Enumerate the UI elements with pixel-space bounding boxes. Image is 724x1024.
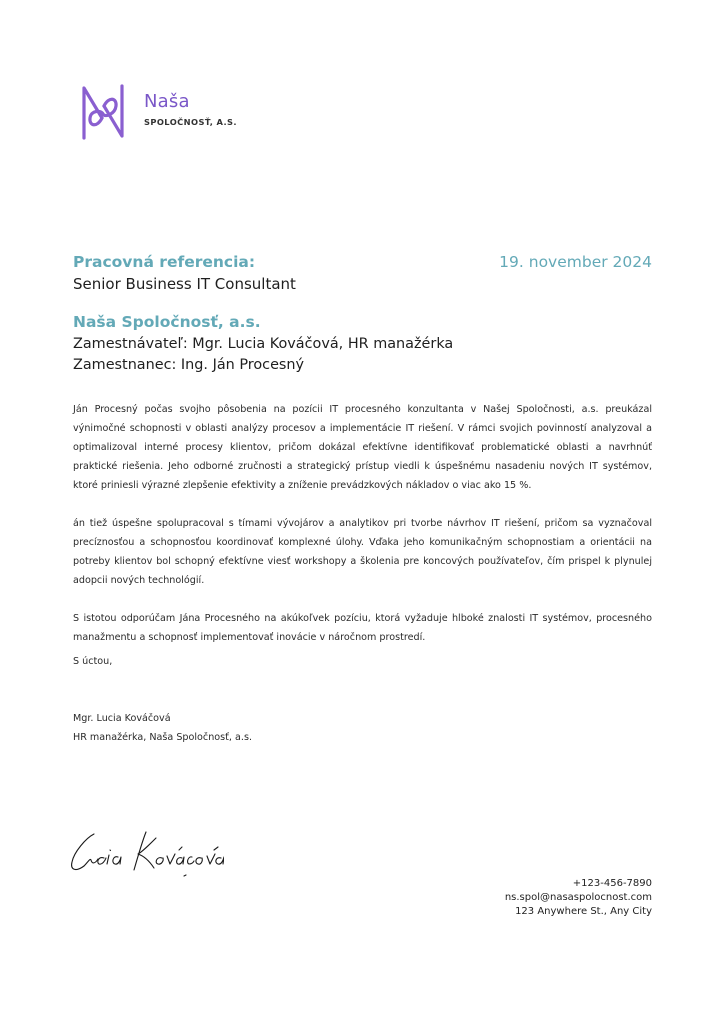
body-paragraph: án tiež úspešne spolupracoval s tímami vývojárov a analytikov pri tvorbe návrhov IT riešení, pričom sa vyznačoval precíznosťou a schopnosťou koordinovať komplexné úlohy. Vďaka jeho komunikačným schopnostiam a orientácii na potreby klientov bol schopný efektívne viesť workshopy a školenia pre koncových používateľov, čím prispel k plynulej adopcii nových technológií. — [73, 518, 652, 586]
body-paragraph: S istotou odporúčam Jána Procesného na akúkoľvek pozíciu, ktorá vyžaduje hlboké znalosti IT systémov, procesného manažmentu a schopnosť implementovať inovácie v náročnom prostredí. — [73, 613, 652, 643]
closing-greeting: S úctou, — [73, 656, 113, 667]
brand-subtitle: SPOLOČNOSŤ, A.S. — [144, 117, 237, 127]
position-title: Senior Business IT Consultant — [73, 275, 296, 293]
employee-line: Zamestnanec: Ing. Ján Procesný — [73, 357, 305, 373]
document-date: 19. november 2024 — [499, 253, 652, 271]
handwritten-signature — [64, 826, 224, 882]
company-logo-icon — [81, 84, 125, 140]
contact-info — [505, 877, 652, 919]
contact-address: 123 Anywhere St., Any City — [515, 906, 652, 917]
body-paragraph: Ján Procesný počas svojho pôsobenia na pozícii IT procesného konzultanta v Našej Spoločnosti, a.s. preukázal výnimočné schopnosti v oblasti analýzy procesov a implementácie IT riešení. V rámci svojich povinností analyzoval a optimalizoval interné procesy klientov, pričom dokázal efektívne identifikovať problematické oblasti a navrhnúť praktické riešenia. Jeho odborné zručnosti a strategický prístup viedli k úspešnému nasadeniu nových IT systémov, ktoré priniesli výrazné zlepšenie efektivity a zníženie prevádzkových nákladov o viac ako 15 %. — [73, 404, 652, 491]
signer-role: HR manažérka, Naša Spoločnosť, a.s. — [73, 732, 252, 743]
employer-line: Zamestnávateľ: Mgr. Lucia Kováčová, HR manažérka — [73, 336, 454, 352]
signer-name: Mgr. Lucia Kováčová — [73, 713, 171, 724]
document-title: Pracovná referencia: — [73, 253, 256, 271]
signer-block — [73, 709, 252, 747]
letter-body — [73, 400, 652, 666]
contact-phone: +123-456-7890 — [572, 878, 652, 889]
company-name-heading: Naša Spoločnosť, a.s. — [73, 313, 261, 331]
brand-name: Naša — [144, 91, 190, 112]
contact-email: ns.spol@nasaspolocnost.com — [504, 892, 652, 903]
